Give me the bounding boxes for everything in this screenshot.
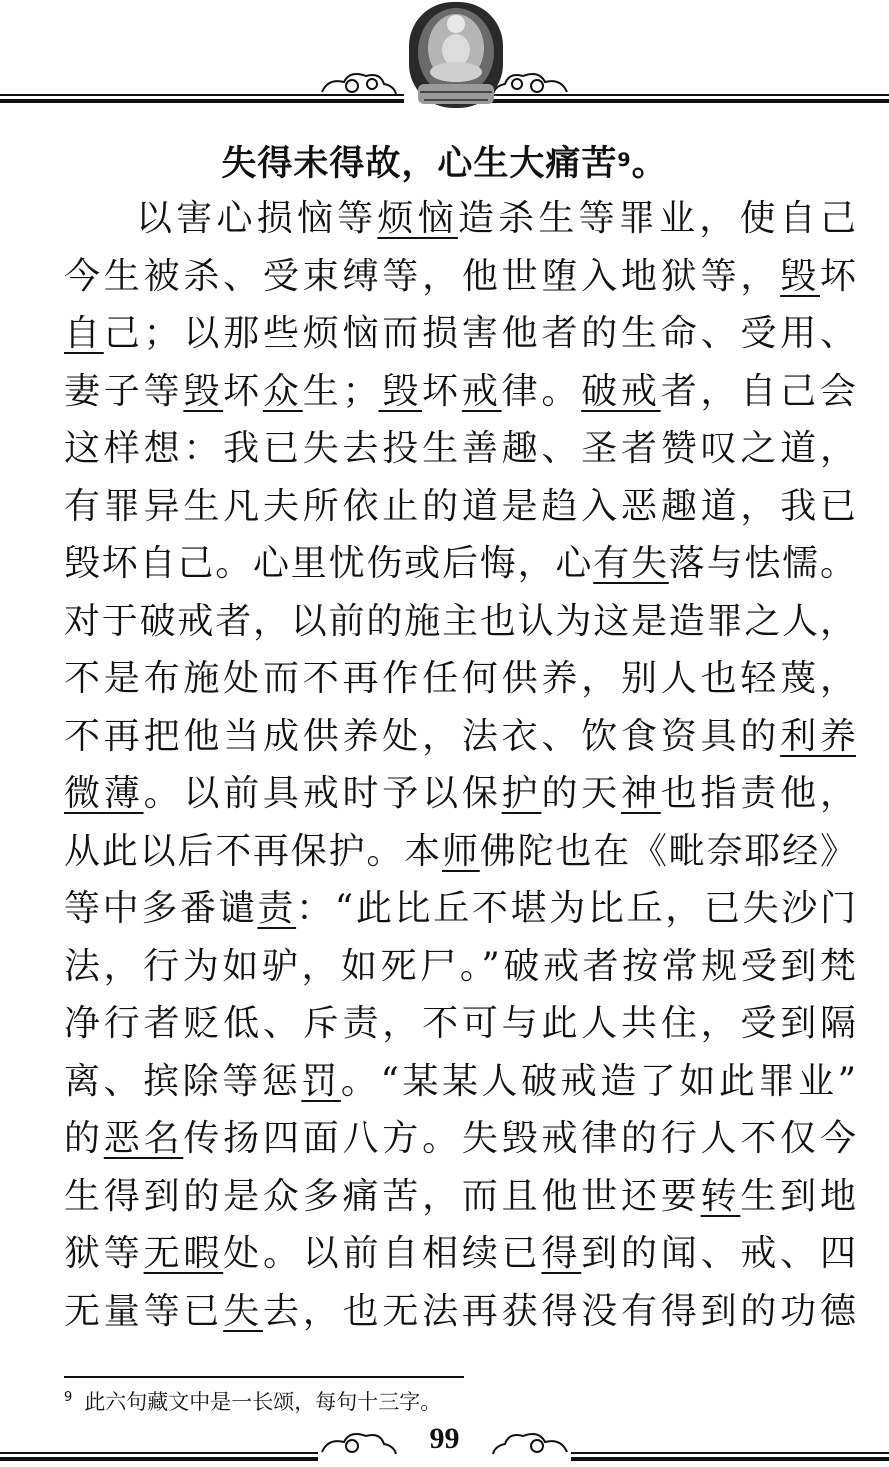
text-line <box>64 478 856 536</box>
text-run: 。“某某人破戒造了如此罪业” <box>340 1060 856 1102</box>
header-ornament <box>0 0 889 120</box>
verse-title-end: 。 <box>631 144 668 184</box>
underlined-term: 破戒 <box>581 370 661 412</box>
underlined-term: 戒 <box>461 370 502 412</box>
underlined-term: 神 <box>621 773 661 814</box>
footnote-divider <box>64 1376 464 1378</box>
underlined-term: 转 <box>700 1175 741 1217</box>
text-run: 落与怯懦。 <box>668 543 856 584</box>
text-run: 不是布施处而不再作任何供养，别人也轻蔑， <box>64 658 856 699</box>
body-text <box>64 190 856 1340</box>
text-run: 妻子等 <box>64 370 184 412</box>
text-run: 也指责他， <box>660 773 856 814</box>
text-run: 法，行为如驴，如死尸。”破戒者按常规受到梵 <box>64 945 856 987</box>
text-line <box>64 1225 856 1283</box>
underlined-term: 微薄 <box>64 773 144 814</box>
text-line <box>64 1110 856 1168</box>
underlined-term: 烦恼 <box>377 198 458 239</box>
text-run: 坏 <box>819 255 856 297</box>
text-run: 从此以后不再保护。本 <box>64 830 442 872</box>
text-run: 者，自己会 <box>660 370 856 412</box>
text-run: 生； <box>302 370 379 412</box>
text-run: 今生被杀、受束缚等，他世堕入地狱等， <box>64 255 781 297</box>
underlined-term: 恶名 <box>103 1118 184 1159</box>
text-line <box>64 823 856 881</box>
text-line <box>64 190 856 248</box>
text-run: 等中多番谴 <box>64 888 258 929</box>
text-line <box>64 880 856 938</box>
underlined-term: 失 <box>223 1290 263 1332</box>
text-run: 律。 <box>501 370 582 412</box>
underlined-term: 护 <box>501 773 542 814</box>
text-run: 生得到的是众多痛苦，而且他世还要 <box>64 1175 701 1217</box>
text-run: 坏 <box>422 370 462 412</box>
footnote-number: 9 <box>64 1390 73 1405</box>
text-run: 坏 <box>223 370 263 412</box>
text-run: 处。以前自相续已 <box>223 1233 542 1274</box>
text-line <box>64 650 856 708</box>
text-run: ：“此比丘不堪为比丘，已失沙门 <box>296 888 856 929</box>
text-line <box>64 363 856 421</box>
underlined-term: 得 <box>541 1233 582 1274</box>
text-run: 到的闻、戒、四 <box>581 1233 856 1274</box>
text-line <box>64 1283 856 1341</box>
underlined-term: 众 <box>262 370 303 412</box>
text-line <box>64 938 856 996</box>
underlined-term: 毁 <box>378 370 423 412</box>
underlined-term: 师 <box>441 830 480 872</box>
text-run: 对于破戒者，以前的施主也认为这是造罪之人， <box>64 600 856 642</box>
underlined-term: 利养 <box>780 715 856 757</box>
text-line <box>64 765 856 823</box>
text-run: 生到地 <box>740 1175 856 1217</box>
text-run: 己；以那些烦恼而损害他者的生命、受用、 <box>103 313 856 354</box>
text-run: 无量等已 <box>64 1290 224 1332</box>
underlined-term: 无暇 <box>143 1233 224 1274</box>
text-line <box>64 1168 856 1226</box>
text-run: 的 <box>64 1118 104 1159</box>
text-run: 有罪异生凡夫所依止的道是趋入恶趣道，我已 <box>64 485 856 527</box>
underlined-term: 责 <box>257 888 297 929</box>
underlined-term: 罚 <box>301 1060 341 1102</box>
text-run: 以害心损恼等 <box>136 198 378 239</box>
underlined-term: 毁 <box>780 255 820 297</box>
verse-title-text: 失得未得故，心生大痛苦 <box>221 144 618 184</box>
text-run: 净行者贬低、斥责，不可与此人共住，受到隔 <box>64 1003 856 1044</box>
footnote <box>64 1386 441 1416</box>
text-run: 不再把他当成供养处，法衣、饮食资具的 <box>64 715 781 757</box>
text-line <box>64 305 856 363</box>
text-line <box>64 593 856 651</box>
text-line <box>64 420 856 478</box>
text-run: 毁坏自己。心里忧伤或后悔，心 <box>64 543 594 584</box>
verse-title <box>0 138 889 190</box>
underlined-term: 毁 <box>183 370 224 412</box>
page-number: 99 <box>429 1422 460 1455</box>
buddha-icon <box>409 2 503 108</box>
text-run: 的天 <box>541 773 622 814</box>
text-line <box>64 535 856 593</box>
text-run: 。以前具戒时予以保 <box>143 773 502 814</box>
text-run: 传扬四面八方。失毁戒律的行人不仅今 <box>183 1118 856 1159</box>
text-run: 这样想：我已失去投生善趣、圣者赞叹之道， <box>64 428 856 469</box>
underlined-term: 自 <box>64 313 104 354</box>
text-line <box>64 248 856 306</box>
underlined-term: 有失 <box>593 543 669 584</box>
text-run: 去，也无法再获得没有得到的功德 <box>262 1290 856 1332</box>
text-run: 造杀生等罪业，使自己 <box>457 198 856 239</box>
text-line <box>64 708 856 766</box>
text-run: 狱等 <box>64 1233 144 1274</box>
text-run: 佛陀也在《毗奈耶经》 <box>479 830 856 872</box>
text-line <box>64 995 856 1053</box>
footnote-mark: 9 <box>617 149 632 171</box>
text-line <box>64 1053 856 1111</box>
text-run: 离、摈除等惩 <box>64 1060 302 1102</box>
footnote-text: 此六句藏文中是一长颂，每句十三字。 <box>84 1390 442 1414</box>
